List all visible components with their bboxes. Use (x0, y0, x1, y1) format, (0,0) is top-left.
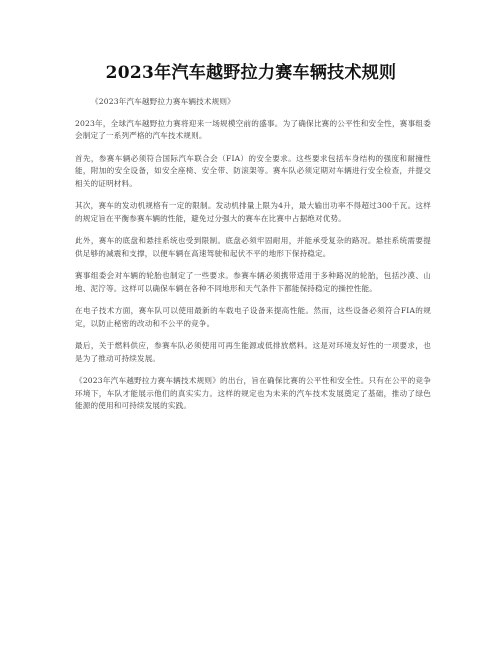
document-title: 2023年汽车越野拉力赛车辆技术规则 (105, 63, 397, 83)
body-paragraph: 此外，赛车的底盘和悬挂系统也受到限制。底盘必须牢固耐用，并能承受复杂的路况。悬挂系统需要提供足够的减震和支撑，以便车辆在高速驾驶和起伏不平的地形下保持稳定。 (75, 236, 431, 258)
body-paragraph: 2023年，全球汽车越野拉力赛将迎来一场规模空前的盛事。为了确保比赛的公平性和安全性，赛事组委会制定了一系列严格的汽车技术规则。 (75, 119, 431, 141)
body-paragraph: 《2023年汽车越野拉力赛车辆技术规则》的出台，旨在确保比赛的公平性和安全性。只有在公平的竞争环境下，车队才能展示他们的真实实力。这样的规定也为未来的汽车技术发展奠定了基础，推动了绿色能源的使用和可持续发展的实践。 (75, 376, 431, 410)
document-body (75, 96, 431, 423)
body-paragraph: 赛事组委会对车辆的轮胎也制定了一些要求。参赛车辆必须携带适用于多种路况的轮胎，包括沙漠、山地、泥泞等。这样可以确保车辆在各种不同地形和天气条件下都能保持稳定的操控性能。 (75, 271, 431, 293)
body-paragraph: 其次，赛车的发动机规格有一定的限制。发动机排量上限为4升，最大输出功率不得超过300千瓦。这样的规定旨在平衡参赛车辆的性能，避免过分强大的赛车在比赛中占据绝对优势。 (75, 201, 431, 223)
body-paragraph: 在电子技术方面，赛车队可以使用最新的车载电子设备来提高性能。然而，这些设备必须符合FIA的规定，以防止秘密的改动和不公平的竞争。 (75, 306, 431, 328)
body-paragraph: 首先，参赛车辆必须符合国际汽车联合会（FIA）的安全要求。这些要求包括车身结构的强度和耐撞性能，附加的安全设备，如安全座椅、安全带、防滚架等。赛车队必须定期对车辆进行安全检查，并提交相关的证明材料。 (75, 154, 431, 188)
body-paragraph: 最后，关于燃料供应，参赛车队必须使用可再生能源或低排放燃料。这是对环境友好性的一项要求，也是为了推动可持续发展。 (75, 341, 431, 363)
body-paragraph: 《2023年汽车越野拉力赛车辆技术规则》 (91, 97, 235, 106)
